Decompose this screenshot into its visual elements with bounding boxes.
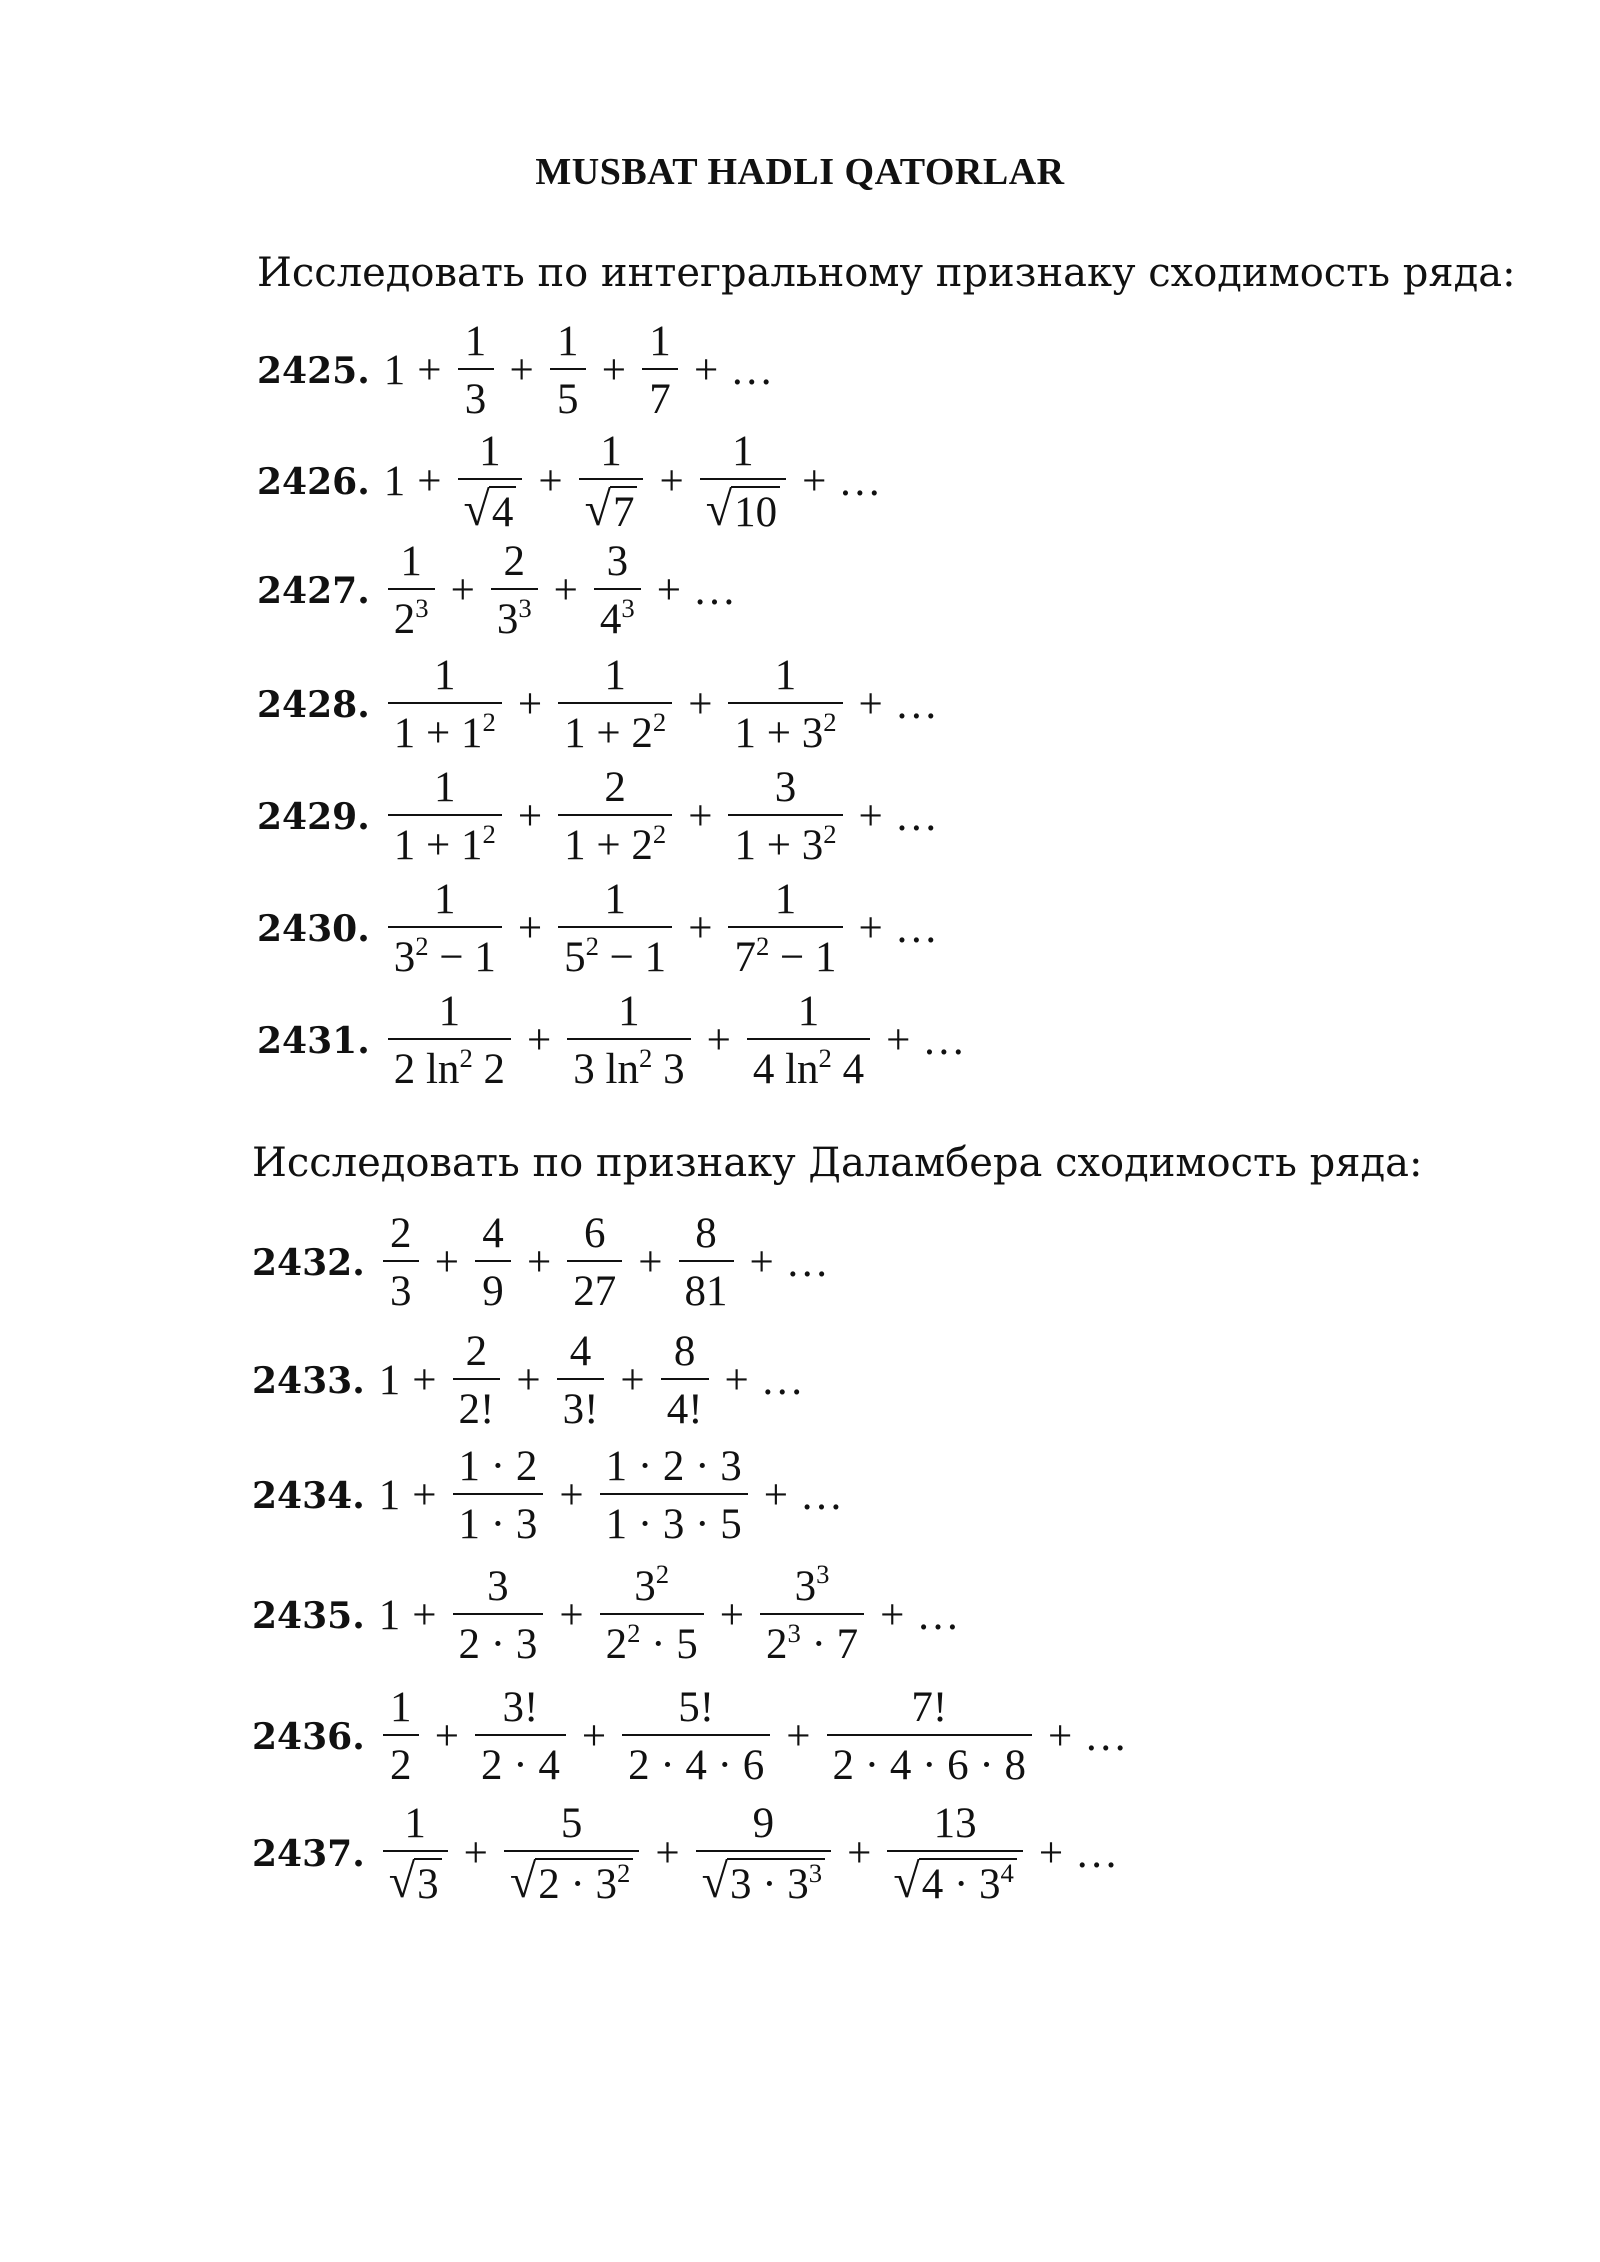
term: … xyxy=(1075,1830,1119,1878)
operator: + xyxy=(719,1592,745,1640)
fraction xyxy=(453,1563,544,1669)
operator: + xyxy=(659,458,684,506)
operator: + xyxy=(553,567,578,615)
problem-number: 2437. xyxy=(252,1832,365,1875)
problem-number: 2433. xyxy=(252,1359,365,1402)
numerator: 5 xyxy=(560,1800,583,1847)
numerator: 3 xyxy=(774,764,797,811)
term: … xyxy=(838,458,882,506)
numerator: 1 xyxy=(434,652,456,699)
term: 1 xyxy=(383,347,406,395)
numerator: 1 xyxy=(774,876,797,923)
section-1-heading: Исследовать по интегральному признаку сходимость ряда: xyxy=(257,250,1516,296)
square-root xyxy=(584,483,638,537)
operator: + xyxy=(559,1592,584,1640)
operator: + xyxy=(417,347,442,395)
fraction xyxy=(728,652,842,758)
operator: + xyxy=(434,1713,459,1761)
numerator: 1 · 2 · 3 xyxy=(605,1443,742,1490)
denominator: 1 · 3 · 5 xyxy=(600,1493,748,1548)
radical-sign: √ xyxy=(388,1855,416,1909)
numerator: 1 xyxy=(774,652,797,699)
fraction xyxy=(600,1559,704,1669)
fraction xyxy=(388,764,502,870)
problem-2432 xyxy=(252,1210,829,1316)
operator: + xyxy=(1038,1830,1064,1878)
operator: + xyxy=(509,347,534,395)
problem-number: 2427. xyxy=(257,569,370,612)
denominator xyxy=(383,1850,448,1907)
numerator: 1 xyxy=(400,538,422,585)
denominator: $3^2 - 1$ xyxy=(388,926,502,981)
fraction xyxy=(558,876,672,982)
denominator: 3! xyxy=(557,1378,605,1433)
operator: + xyxy=(527,1239,552,1287)
term: … xyxy=(1084,1713,1128,1761)
denominator: $4^3$ xyxy=(594,588,641,643)
problem-number: 2430. xyxy=(257,907,370,950)
operator: + xyxy=(527,1017,552,1065)
numerator: 2 xyxy=(389,1210,412,1257)
term: 1 xyxy=(378,1592,401,1640)
fraction xyxy=(383,1684,419,1790)
operator: + xyxy=(802,458,827,506)
fraction xyxy=(475,1684,566,1790)
denominator: 3 xyxy=(383,1260,419,1315)
operator: + xyxy=(450,567,475,615)
operator: + xyxy=(858,681,883,729)
fraction xyxy=(600,1443,748,1549)
denominator: $1 + 1^2$ xyxy=(388,814,502,869)
radical-sign: √ xyxy=(463,483,490,537)
operator: + xyxy=(655,1830,680,1878)
numerator: 8 xyxy=(695,1210,717,1257)
operator: + xyxy=(1047,1713,1073,1761)
operator: + xyxy=(847,1830,872,1878)
operator: + xyxy=(517,905,543,953)
problem-number: 2425. xyxy=(257,349,370,392)
fraction xyxy=(622,1684,770,1790)
page-title: MUSBAT HADLI QATORLAR xyxy=(535,151,1065,193)
operator: + xyxy=(786,1713,811,1761)
problem-number: 2429. xyxy=(257,795,370,838)
radical-sign: √ xyxy=(705,483,733,537)
operator: + xyxy=(694,347,719,395)
fraction xyxy=(491,538,538,644)
fraction xyxy=(453,1328,501,1434)
fraction xyxy=(567,1210,622,1316)
denominator: 2 · 4 · 6 xyxy=(622,1734,770,1789)
operator: + xyxy=(858,793,883,841)
denominator: 2 xyxy=(383,1734,419,1789)
numerator: 3 xyxy=(606,538,629,585)
numerator: $3^3$ xyxy=(794,1559,830,1610)
fraction xyxy=(388,538,435,644)
square-root xyxy=(705,483,780,537)
numerator: 1 xyxy=(479,428,501,475)
term: … xyxy=(894,793,938,841)
fraction xyxy=(747,988,870,1094)
operator: + xyxy=(688,905,713,953)
term: … xyxy=(922,1017,966,1065)
problem-2427 xyxy=(257,538,736,644)
term: 1 xyxy=(378,1472,401,1520)
numerator: 7! xyxy=(911,1684,948,1731)
numerator: 3! xyxy=(502,1684,539,1731)
square-root xyxy=(463,483,517,537)
problem-number: 2426. xyxy=(257,460,370,503)
denominator: $2^3$ xyxy=(388,588,435,643)
problem-number: 2428. xyxy=(257,683,370,726)
term: … xyxy=(760,1357,804,1405)
numerator: $3^2$ xyxy=(634,1559,670,1610)
problem-number: 2434. xyxy=(252,1474,365,1517)
fraction xyxy=(700,428,786,536)
fraction xyxy=(887,1800,1023,1908)
square-root xyxy=(893,1855,1017,1909)
fraction xyxy=(567,988,690,1094)
denominator: 9 xyxy=(475,1260,511,1315)
operator: + xyxy=(417,458,442,506)
numerator: 1 xyxy=(797,988,820,1035)
problem-number: 2432. xyxy=(252,1241,365,1284)
operator: + xyxy=(434,1239,459,1287)
term: … xyxy=(894,681,938,729)
numerator: 1 xyxy=(557,318,579,365)
radical-sign: √ xyxy=(509,1855,537,1909)
operator: + xyxy=(601,347,627,395)
operator: + xyxy=(638,1239,663,1287)
numerator: 4 xyxy=(569,1328,592,1375)
denominator: $2^2 \cdot 5$ xyxy=(600,1613,704,1668)
problem-2430 xyxy=(257,876,938,982)
operator: + xyxy=(706,1017,731,1065)
fraction xyxy=(558,764,672,870)
denominator: 3 xyxy=(458,368,494,423)
operator: + xyxy=(763,1472,788,1520)
numerator: 2 xyxy=(503,538,525,585)
fraction xyxy=(827,1684,1032,1790)
fraction xyxy=(453,1443,544,1549)
numerator: 1 xyxy=(604,876,626,923)
numerator: 1 xyxy=(404,1800,426,1847)
numerator: 13 xyxy=(933,1800,977,1847)
fraction xyxy=(642,318,678,424)
numerator: 1 xyxy=(604,652,626,699)
denominator: 27 xyxy=(567,1260,622,1315)
operator: + xyxy=(516,1357,541,1405)
operator: + xyxy=(517,793,543,841)
fraction xyxy=(458,318,494,424)
numerator: 1 xyxy=(649,318,671,365)
numerator: 1 xyxy=(618,988,640,1035)
radicand: 10 xyxy=(731,486,780,535)
denominator: $5^2 - 1$ xyxy=(558,926,672,981)
denominator: 2 · 3 xyxy=(453,1613,544,1668)
denominator: $1 + 3^2$ xyxy=(728,702,842,757)
denominator xyxy=(504,1850,640,1907)
square-root xyxy=(509,1855,634,1909)
problem-2434 xyxy=(252,1443,843,1549)
denominator: 4! xyxy=(661,1378,709,1433)
fraction xyxy=(383,1210,419,1316)
fraction xyxy=(558,652,672,758)
operator: + xyxy=(749,1239,774,1287)
fraction xyxy=(550,318,586,424)
numerator: 1 xyxy=(732,428,754,475)
fraction xyxy=(388,652,502,758)
fraction xyxy=(557,1328,605,1434)
term: … xyxy=(894,905,938,953)
operator: + xyxy=(463,1830,488,1878)
fraction xyxy=(594,538,641,644)
denominator: 2 · 4 · 6 · 8 xyxy=(827,1734,1032,1789)
numerator: 9 xyxy=(752,1800,775,1847)
problem-2435 xyxy=(252,1559,960,1669)
term: … xyxy=(785,1239,829,1287)
radicand: $4 \cdot 3^4$ xyxy=(919,1858,1017,1907)
fraction xyxy=(475,1210,511,1316)
term: … xyxy=(916,1592,960,1640)
radical-sign: √ xyxy=(893,1855,920,1909)
problem-2436 xyxy=(252,1684,1127,1790)
problem-2437 xyxy=(252,1800,1118,1908)
operator: + xyxy=(656,567,682,615)
fraction xyxy=(760,1559,864,1669)
numerator: 1 xyxy=(434,876,456,923)
fraction xyxy=(728,764,842,870)
square-root xyxy=(388,1855,442,1909)
denominator: 1 · 3 xyxy=(453,1493,544,1548)
numerator: 1 xyxy=(389,1684,412,1731)
problem-2428 xyxy=(257,652,938,758)
denominator: $1 + 2^2$ xyxy=(558,814,672,869)
operator: + xyxy=(880,1592,905,1640)
problem-number: 2436. xyxy=(252,1715,365,1758)
numerator: 8 xyxy=(673,1328,696,1375)
denominator: $1 + 1^2$ xyxy=(388,702,502,757)
denominator: $2^3 \cdot 7$ xyxy=(760,1613,864,1668)
radicand: 4 xyxy=(489,486,517,535)
problem-number: 2435. xyxy=(252,1594,365,1637)
fraction xyxy=(383,1800,448,1908)
term: … xyxy=(730,347,774,395)
section-2-heading: Исследовать по признаку Даламбера сходимость ряда: xyxy=(252,1140,1423,1186)
numerator: 3 xyxy=(487,1563,509,1610)
numerator: 5! xyxy=(678,1684,715,1731)
numerator: 1 xyxy=(438,988,461,1035)
denominator: 4 $\ln^2 4$ xyxy=(747,1038,870,1093)
fraction xyxy=(679,1210,734,1316)
denominator xyxy=(579,478,644,535)
radical-sign: √ xyxy=(701,1855,728,1909)
fraction xyxy=(661,1328,709,1434)
radicand: 7 xyxy=(610,486,638,535)
denominator xyxy=(887,1850,1023,1907)
operator: + xyxy=(688,681,713,729)
operator: + xyxy=(538,458,563,506)
operator: + xyxy=(620,1357,645,1405)
denominator: 2 · 4 xyxy=(475,1734,566,1789)
operator: + xyxy=(517,681,543,729)
numerator: 1 · 2 xyxy=(458,1443,538,1490)
numerator: 1 xyxy=(434,764,456,811)
denominator: 3 $\ln^2 3$ xyxy=(567,1038,690,1093)
term: 1 xyxy=(378,1357,401,1405)
numerator: 2 xyxy=(465,1328,488,1375)
fraction xyxy=(696,1800,832,1908)
term: … xyxy=(693,567,737,615)
numerator: 1 xyxy=(464,318,487,365)
denominator xyxy=(458,478,523,535)
numerator: 6 xyxy=(584,1210,606,1257)
operator: + xyxy=(688,793,713,841)
operator: + xyxy=(724,1357,749,1405)
square-root xyxy=(701,1855,826,1909)
denominator: $1 + 2^2$ xyxy=(558,702,672,757)
denominator: 81 xyxy=(679,1260,734,1315)
problem-2425 xyxy=(257,318,773,424)
radicand: $2 \cdot 3^2$ xyxy=(535,1858,633,1907)
numerator: 1 xyxy=(600,428,622,475)
operator: + xyxy=(412,1357,437,1405)
radicand: 3 xyxy=(414,1858,442,1907)
radical-sign: √ xyxy=(584,483,611,537)
problem-number: 2431. xyxy=(257,1019,370,1062)
problem-2431 xyxy=(257,988,965,1094)
operator: + xyxy=(412,1592,437,1640)
operator: + xyxy=(559,1472,584,1520)
denominator: $7^2 - 1$ xyxy=(728,926,842,981)
denominator: $1 + 3^2$ xyxy=(728,814,842,869)
denominator: 2! xyxy=(453,1378,501,1433)
operator: + xyxy=(858,905,883,953)
denominator xyxy=(700,478,786,535)
numerator: 2 xyxy=(604,764,626,811)
denominator: 2 $\ln^2 2$ xyxy=(388,1038,511,1093)
radicand: $3 \cdot 3^3$ xyxy=(727,1858,825,1907)
operator: + xyxy=(886,1017,911,1065)
fraction xyxy=(388,876,502,982)
fraction xyxy=(504,1800,640,1908)
term: … xyxy=(800,1472,843,1520)
operator: + xyxy=(412,1472,437,1520)
problem-2429 xyxy=(257,764,938,870)
fraction xyxy=(388,988,511,1094)
denominator: 5 xyxy=(550,368,586,423)
problem-2433 xyxy=(252,1328,804,1434)
problem-2426 xyxy=(257,428,881,536)
term: 1 xyxy=(383,458,406,506)
denominator: $3^3$ xyxy=(491,588,538,643)
fraction xyxy=(458,428,523,536)
operator: + xyxy=(581,1713,607,1761)
numerator: 4 xyxy=(482,1210,504,1257)
fraction xyxy=(579,428,644,536)
denominator xyxy=(696,1850,832,1907)
denominator: 7 xyxy=(642,368,678,423)
fraction xyxy=(728,876,842,982)
